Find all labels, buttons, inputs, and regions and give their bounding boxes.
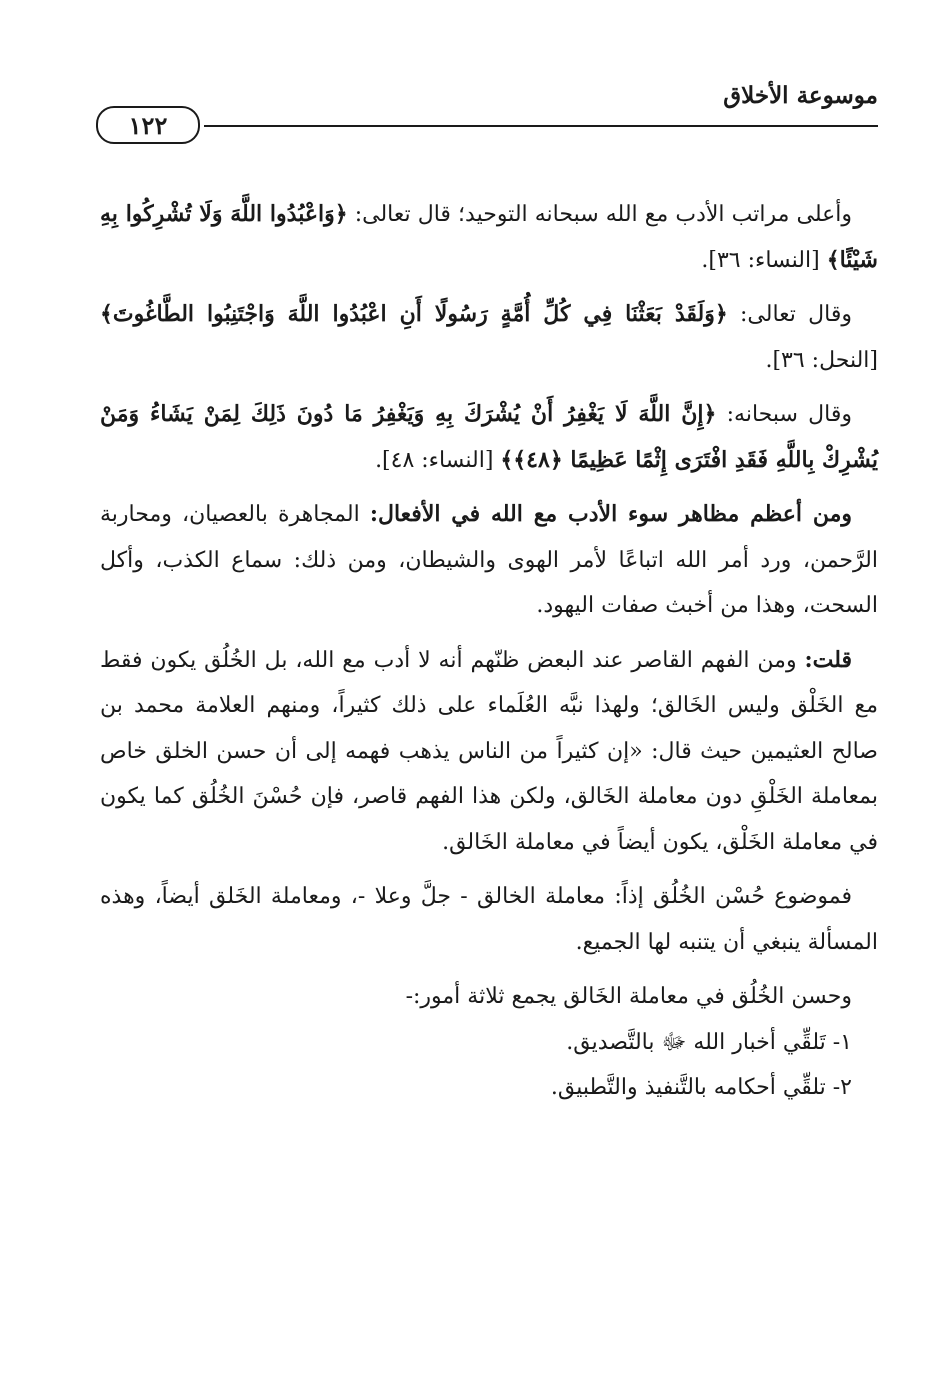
page-number: ١٢٢ (96, 106, 200, 144)
verse-reference-1: [النساء: ٣٦]. (701, 247, 827, 273)
paragraph-5 (100, 638, 878, 866)
list-item: ١- تَلقِّي أخبار الله ﷻ بالتَّصديق. (566, 1029, 852, 1055)
paragraph-1 (100, 192, 878, 283)
verse-reference-2: [النحل: ٣٦]. (765, 347, 878, 373)
paragraph-5-heading: قلت: (804, 646, 852, 673)
quran-verse-1: ﴿وَاعْبُدُوا اللَّهَ وَلَا تُشْرِكُوا بِهِ شَيْئًا﴾ (100, 201, 878, 273)
paragraph-6 (100, 874, 878, 965)
paragraph-3-text: وقال سبحانه: (716, 402, 852, 427)
paragraph-5-text: ومن الفهم القاصر عند البعض ظنّهم أنه لا أدب مع الله، بل الخُلُق يكون فقط مع الخَلْق وليس الخَالق؛ ولهذا نبَّه العُلَماء على ذلك كثيراً، ومنهم العلامة محمد بن صالح العثيمين حيث قال: «إن كثيراً من الناس يذهب فهمه إلى أن حسن الخلق خاص بمعاملة الخَلْقِ دون معاملة الخَالق، ولكن هذا الفهم قاصر، فإن حُسْنَ الخُلُق كما يكون في معاملة الخَلْق، يكون أيضاً في معاملة الخَالق. (100, 647, 879, 855)
verse-reference-3: [النساء: ٤٨]. (375, 447, 501, 473)
paragraph-4 (100, 492, 878, 629)
paragraph-7-text: وحسن الخُلُق في معاملة الخَالق يجمع ثلاثة أمور:- (405, 984, 852, 1009)
paragraph-2 (100, 292, 878, 383)
quran-verse-3: ﴿إِنَّ اللَّهَ لَا يَغْفِرُ أَنْ يُشْرَكَ بِهِ وَيَغْفِرُ مَا دُونَ ذَلِكَ لِمَنْ يَشَاءُ وَمَنْ يُشْرِكْ بِاللَّهِ فَقَدِ افْتَرَى إِثْمًا عَظِيمًا ﴿٤٨﴾﴾ (100, 401, 878, 473)
paragraph-7 (100, 974, 878, 1020)
book-title: موسوعة الأخلاق (723, 82, 878, 109)
paragraph-6-text: فموضوع حُسْن الخُلُق إذاً: معاملة الخالق - جلَّ وعلا -، ومعاملة الخَلق أيضاً، وهذه المسألة ينبغي أن يتنبه لها الجميع. (100, 884, 878, 955)
paragraph-3 (100, 392, 878, 483)
paragraph-2-text: وقال تعالى: (727, 302, 852, 327)
header-rule-right (706, 125, 878, 127)
page-body (100, 192, 878, 1111)
quran-verse-2: ﴿وَلَقَدْ بَعَثْنَا فِي كُلِّ أُمَّةٍ رَسُولًا أَنِ اعْبُدُوا اللَّهَ وَاجْتَنِبُوا الطَّاغُوتَ﴾ (100, 301, 728, 327)
list-item: ٢- تلقِّي أحكامه بالتَّنفيذ والتَّطبيق. (550, 1075, 852, 1100)
header-rule-middle (204, 125, 708, 127)
page-header (96, 78, 878, 140)
paragraph-4-text: المجاهرة بالعصيان، ومحاربة الرَّحمن، ورد أمر الله اتباعًا لأمر الهوى والشيطان، ومن ذلك: سماع الكذب، وأكل السحت، وهذا من أخبث صفات اليهود. (100, 502, 878, 618)
paragraph-1-text: وأعلى مراتب الأدب مع الله سبحانه التوحيد؛ قال تعالى: (347, 202, 852, 227)
paragraph-4-heading: ومن أعظم مظاهر سوء الأدب مع الله في الأفعال: (369, 501, 853, 527)
